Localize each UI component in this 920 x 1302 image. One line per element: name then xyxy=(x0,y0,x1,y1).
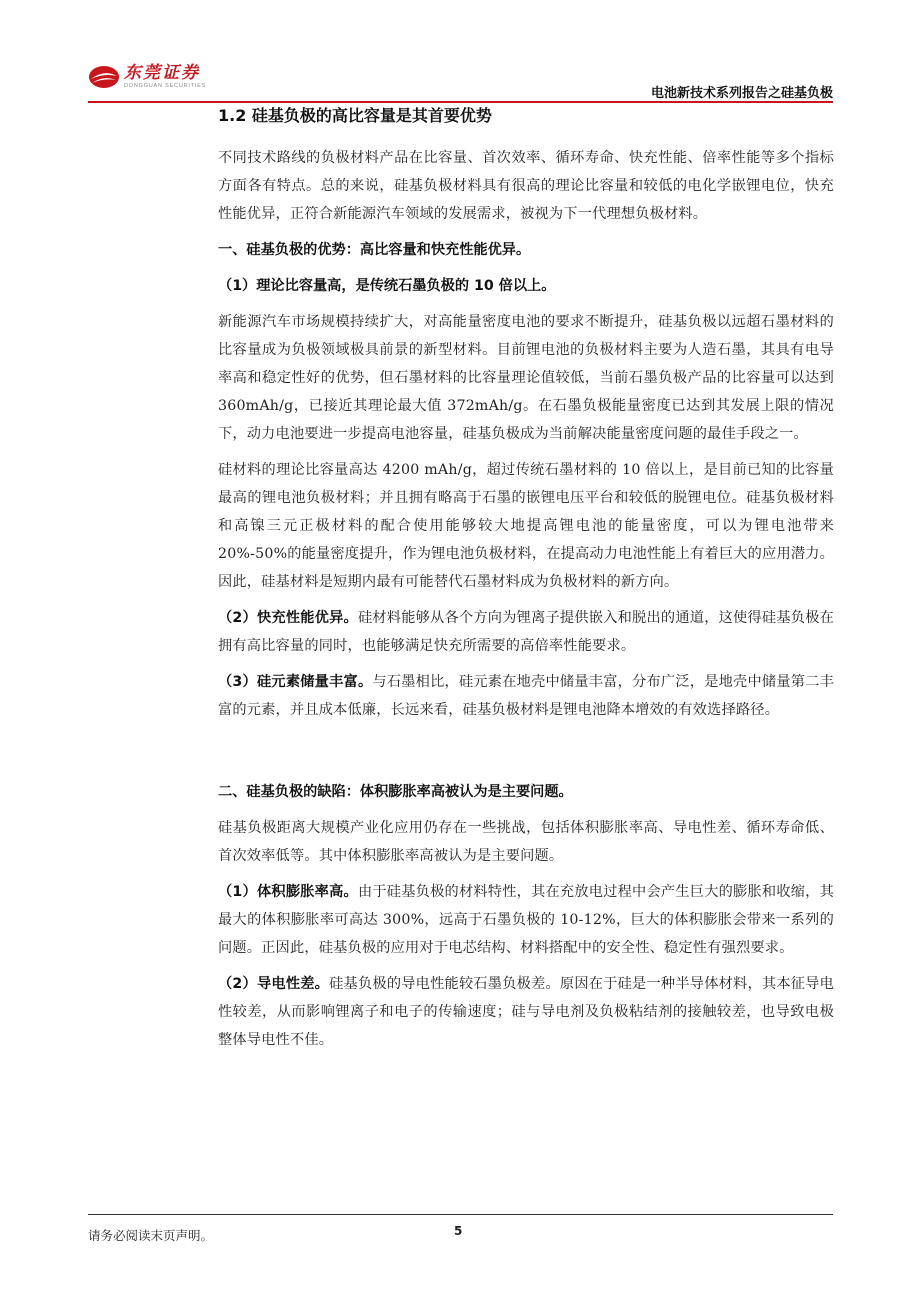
drawback-2-text: 硅基负极的导电性能较石墨负极差。原因在于硅是一种半导体材料，其本征导电性较差，从而影响锂离子和电子的传输速度；硅与导电剂及负极粘结剂的接触较差，也导致电极整体导电性不佳。 xyxy=(218,976,834,1048)
advantage-2-text: 硅材料能够从各个方向为锂离子提供嵌入和脱出的通道，这使得硅基负极在拥有高比容量的同时，也能够满足快充所需要的高倍率性能要求。 xyxy=(218,610,834,654)
header-divider xyxy=(88,101,833,103)
footer-divider xyxy=(88,1214,833,1215)
advantage-3-label: （3）硅元素储量丰富。 xyxy=(218,674,373,690)
logo-chinese-name: 东莞证券 xyxy=(124,63,200,83)
drawback-1-text: 由于硅基负极的材料特性，其在充放电过程中会产生巨大的膨胀和收缩，其最大的体积膨胀率可高达 300%，远高于石墨负极的 10-12%，巨大的体积膨胀会带来一系列的问题。正因此，硅基负极的应用对于电芯结构、材料搭配中的安全性、稳定性有强烈要求。 xyxy=(218,884,834,956)
advantage-3-text: 与石墨相比，硅元素在地壳中储量丰富，分布广泛，是地壳中储量第二丰富的元素，并且成本低廉，长远来看，硅基负极材料是锂电池降本增效的有效选择路径。 xyxy=(218,674,835,718)
advantage-1-paragraph-2: 硅材料的理论比容量高达 4200 mAh/g，超过传统石墨材料的 10 倍以上，是目前已知的比容量最高的锂电池负极材料；并且拥有略高于石墨的嵌锂电压平台和较低的脱锂电位。硅基负极材料和高镍三元正极材料的配合使用能够较大地提高锂电池的能量密度，可以为锂电池带来 20%-50%的能量密度提升，作为锂电池负极材料，在提高动力电池性能上有着巨大的应用潜力。因此，硅基材料是短期内最有可能替代石墨材料成为负极材料的新方向。 xyxy=(218,462,834,590)
intro-paragraph: 不同技术路线的负极材料产品在比容量、首次效率、循环寿命、快充性能、倍率性能等多个指标方面各有特点。总的来说，硅基负极材料具有很高的理论比容量和较低的电化学嵌锂电位，快充性能优异，正符合新能源汽车领域的发展需求，被视为下一代理想负极材料。 xyxy=(218,150,834,222)
report-title: 电池新技术系列报告之硅基负极 xyxy=(650,86,833,101)
advantages-heading: 一、硅基负极的优势：高比容量和快充性能优异。 xyxy=(218,242,531,258)
page-header xyxy=(88,62,833,102)
section-title: 1.2 硅基负极的高比容量是其首要优势 xyxy=(218,106,492,125)
section-spacer xyxy=(218,732,834,778)
logo-english-name: DONGGUAN SECURITIES xyxy=(124,83,207,89)
disclaimer-note: 请务必阅读末页声明。 xyxy=(88,1228,214,1243)
advantage-2-label: （2）快充性能优异。 xyxy=(218,610,358,626)
drawback-2-paragraph xyxy=(218,970,834,1054)
page-footer xyxy=(88,1214,833,1243)
page-number: 5 xyxy=(454,1224,463,1238)
drawback-1-label: （1）体积膨胀率高。 xyxy=(218,884,358,900)
drawback-2-label: （2）导电性差。 xyxy=(218,976,330,992)
drawbacks-heading: 二、硅基负极的缺陷：体积膨胀率高被认为是主要问题。 xyxy=(218,784,573,800)
drawback-1-paragraph xyxy=(218,878,834,962)
page-body xyxy=(218,104,834,1062)
company-logo xyxy=(88,62,206,92)
logo-mark-icon xyxy=(88,64,120,90)
advantage-3-paragraph xyxy=(218,668,834,724)
advantage-2-paragraph xyxy=(218,604,834,660)
advantage-1-paragraph-1: 新能源汽车市场规模持续扩大，对高能量密度电池的要求不断提升，硅基负极以远超石墨材料的比容量成为负极领域极具前景的新型材料。目前锂电池的负极材料主要为人造石墨，其具有电导率高和稳定性好的优势，但石墨材料的比容量理论值较低，当前石墨负极产品的比容量可以达到 360mAh/g，已接近其理论最大值 372mAh/g。在石墨负极能量密度已达到其发展上限的情况下，动力电池要进一步提高电池容量，硅基负极成为当前解决能量密度问题的最佳手段之一。 xyxy=(218,314,834,442)
drawbacks-intro-paragraph: 硅基负极距离大规模产业化应用仍存在一些挑战，包括体积膨胀率高、导电性差、循环寿命低、首次效率低等。其中体积膨胀率高被认为是主要问题。 xyxy=(218,820,834,864)
advantage-1-heading: （1）理论比容量高，是传统石墨负极的 10 倍以上。 xyxy=(218,278,556,294)
